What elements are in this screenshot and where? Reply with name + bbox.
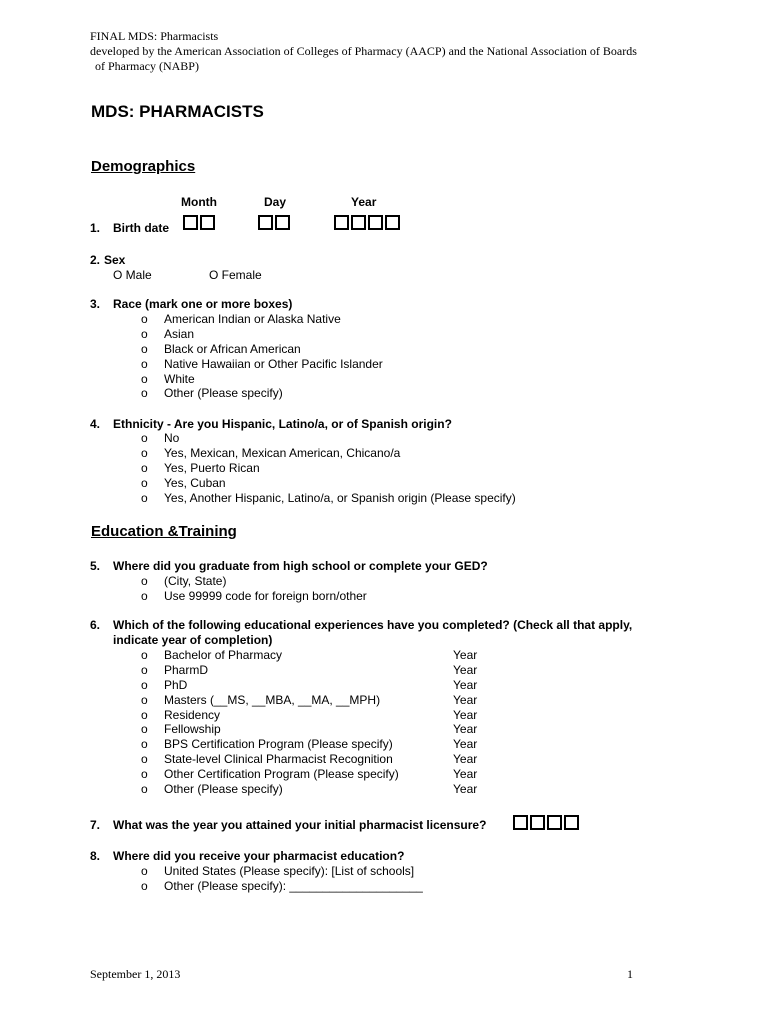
licensure-year-digit-box[interactable] <box>513 815 528 830</box>
option-bullet: o <box>141 445 148 460</box>
option-label: (City, State) <box>164 574 227 588</box>
option-label: BPS Certification Program (Please specify) <box>164 737 393 752</box>
option-label: Fellowship <box>164 722 221 737</box>
section-heading-demographics: Demographics <box>91 158 196 175</box>
option-bullet: o <box>141 677 148 692</box>
birth-month-digit-box[interactable] <box>200 215 215 230</box>
footer-date: September 1, 2013 <box>90 967 181 981</box>
option-label: Residency <box>164 707 221 722</box>
month-label: Month <box>181 195 217 209</box>
option-bullet: o <box>141 341 148 356</box>
header-line-1: FINAL MDS: Pharmacists <box>90 29 219 43</box>
licensure-year-boxes <box>513 815 579 831</box>
birth-year-digit-box[interactable] <box>351 215 366 230</box>
option-bullet: o <box>141 371 148 386</box>
option-label: Other (Please specify): ____________________ <box>164 878 423 893</box>
document-header <box>90 29 690 74</box>
year-label: Year <box>453 662 478 677</box>
question-text-line-1: Which of the following educational experiences have you completed? (Check all that apply, <box>113 618 633 632</box>
question-number: 3. <box>90 297 101 311</box>
year-label: Year <box>453 767 478 782</box>
option-label: No <box>164 431 180 445</box>
option-bullet: o <box>141 356 148 371</box>
question-text: Where did you receive your pharmacist education? <box>113 849 405 863</box>
option-bullet: o <box>141 326 148 341</box>
option-label: Other Certification Program (Please specify) <box>164 767 399 782</box>
birth-month-boxes <box>183 215 215 231</box>
option-bullet: o <box>141 878 148 893</box>
option-label: Other (Please specify) <box>164 782 283 797</box>
section-heading-education: Education &Training <box>91 523 237 540</box>
option-label: Other (Please specify) <box>164 386 283 401</box>
option-label: Bachelor of Pharmacy <box>164 648 283 662</box>
licensure-year-digit-box[interactable] <box>547 815 562 830</box>
year-label: Year <box>453 722 478 737</box>
option-label: Yes, Cuban <box>164 475 226 490</box>
option-bullet: o <box>141 782 148 797</box>
question-text: What was the year you attained your initial pharmacist licensure? <box>113 818 487 832</box>
question-number: 8. <box>90 849 101 863</box>
option-bullet: o <box>141 767 148 782</box>
question-number: 5. <box>90 559 101 573</box>
licensure-year-digit-box[interactable] <box>530 815 545 830</box>
birth-day-boxes <box>258 215 290 231</box>
question-number: 1. <box>90 221 101 235</box>
question-text: Ethnicity - Are you Hispanic, Latino/a, or of Spanish origin? <box>113 417 452 431</box>
option-label: Native Hawaiian or Other Pacific Islander <box>164 356 383 371</box>
option-label: State-level Clinical Pharmacist Recognition <box>164 752 393 767</box>
birth-year-digit-box[interactable] <box>385 215 400 230</box>
question-text-line-2: indicate year of completion) <box>113 633 273 647</box>
option-label: Yes, Puerto Rican <box>164 460 260 475</box>
option-label: Use 99999 code for foreign born/other <box>164 588 367 603</box>
year-label: Year <box>351 195 377 209</box>
option-label: Asian <box>164 326 195 341</box>
year-label: Year <box>453 782 478 797</box>
question-text: Birth date <box>113 221 170 235</box>
option-bullet: o <box>141 648 148 662</box>
year-label: Year <box>453 677 478 692</box>
question-text: Where did you graduate from high school or complete your GED? <box>113 559 488 573</box>
option-label: PhD <box>164 677 188 692</box>
question-number: 6. <box>90 618 101 632</box>
question-number: 7. <box>90 818 101 832</box>
year-label: Year <box>453 707 478 722</box>
option-label: Masters (__MS, __MBA, __MA, __MPH) <box>164 692 381 707</box>
birth-year-digit-box[interactable] <box>368 215 383 230</box>
question-text: Race (mark one or more boxes) <box>113 297 293 311</box>
header-line-2: developed by the American Association of Colleges of Pharmacy (AACP) and the National Association of Boards <box>90 44 637 58</box>
header-line-3: of Pharmacy (NABP) <box>95 59 199 73</box>
option-bullet: o <box>141 574 148 588</box>
option-bullet: o <box>141 707 148 722</box>
option-bullet: o <box>141 431 148 445</box>
option-bullet: o <box>141 475 148 490</box>
option-bullet: o <box>141 722 148 737</box>
option-label: United States (Please specify): [List of schools] <box>164 864 415 878</box>
day-label: Day <box>264 195 287 209</box>
option-bullet: o <box>141 460 148 475</box>
birth-day-digit-box[interactable] <box>258 215 273 230</box>
option-bullet: o <box>141 312 148 326</box>
birth-year-boxes <box>334 215 400 231</box>
option-label: Yes, Mexican, Mexican American, Chicano/a <box>164 445 401 460</box>
option-bullet: o <box>141 864 148 878</box>
question-number: 4. <box>90 417 101 431</box>
sex-option-female[interactable]: O Female <box>209 268 262 282</box>
licensure-year-digit-box[interactable] <box>564 815 579 830</box>
option-bullet: o <box>141 386 148 401</box>
sex-option-male[interactable]: O Male <box>113 268 152 282</box>
footer-page-number: 1 <box>627 967 633 981</box>
year-label: Year <box>453 692 478 707</box>
option-bullet: o <box>141 692 148 707</box>
birth-day-digit-box[interactable] <box>275 215 290 230</box>
year-label: Year <box>453 737 478 752</box>
question-number: 2. <box>90 253 101 267</box>
option-label: White <box>164 371 195 386</box>
option-bullet: o <box>141 490 148 505</box>
page-title: MDS: PHARMACISTS <box>91 102 264 121</box>
option-label: American Indian or Alaska Native <box>164 312 341 326</box>
option-label: Black or African American <box>164 341 301 356</box>
option-label: PharmD <box>164 662 209 677</box>
option-label: Yes, Another Hispanic, Latino/a, or Spanish origin (Please specify) <box>164 490 516 505</box>
birth-month-digit-box[interactable] <box>183 215 198 230</box>
option-bullet: o <box>141 752 148 767</box>
year-label: Year <box>453 648 478 662</box>
option-bullet: o <box>141 737 148 752</box>
birth-year-digit-box[interactable] <box>334 215 349 230</box>
question-text: Sex <box>104 253 126 267</box>
year-label: Year <box>453 752 478 767</box>
option-bullet: o <box>141 588 148 603</box>
option-bullet: o <box>141 662 148 677</box>
